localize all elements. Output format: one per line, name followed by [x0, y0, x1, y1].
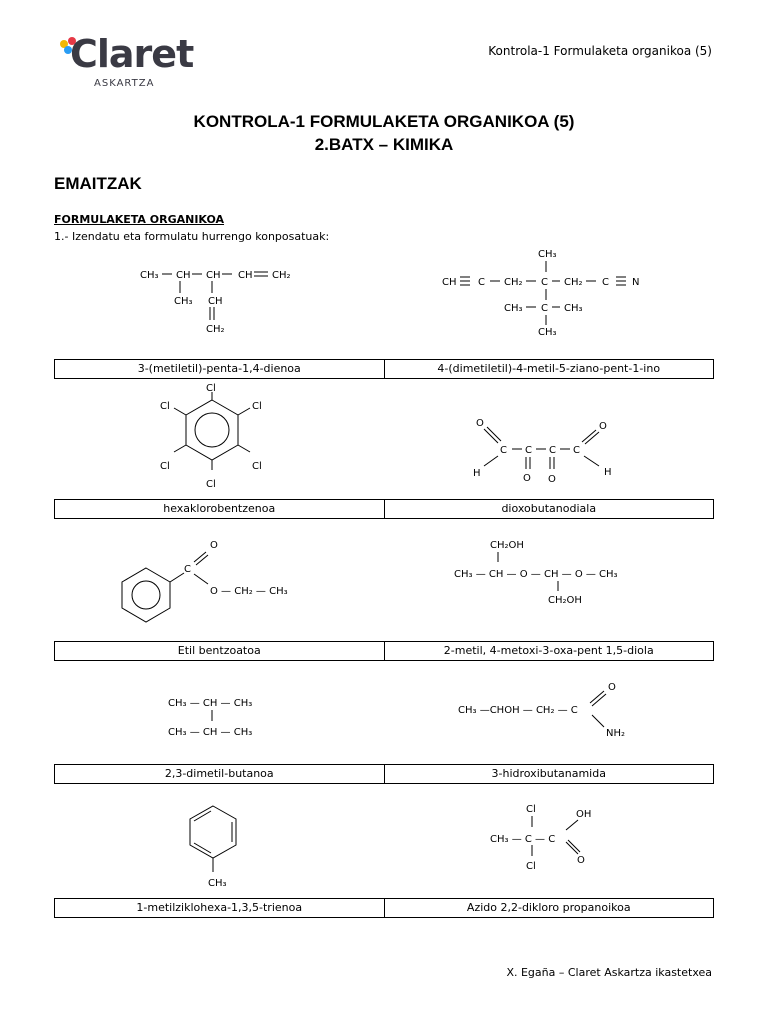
- answer-cell: Etil bentzoatoa: [177, 644, 261, 657]
- svg-text:CH₃: CH₃: [538, 249, 557, 260]
- svg-text:C: C: [541, 303, 548, 314]
- question-text: 1.- Izendatu eta formulatu hurrengo konposatuak:: [54, 230, 330, 243]
- answer-cell: dioxobutanodiala: [384, 500, 714, 518]
- formula-6: [446, 535, 646, 610]
- svg-text:CH₃: CH₃: [174, 296, 193, 307]
- svg-text:CH₃: CH₃: [538, 327, 557, 338]
- svg-text:O: O: [599, 421, 607, 432]
- svg-text:C: C: [541, 277, 548, 288]
- svg-text:CH: CH: [176, 270, 191, 281]
- svg-text:CH₂: CH₂: [504, 277, 523, 288]
- svg-text:Cl: Cl: [160, 401, 170, 412]
- svg-text:Cl: Cl: [160, 461, 170, 472]
- answer-cell: 3-(metiletil)-penta-1,4-dienoa: [137, 362, 301, 375]
- svg-text:O: O: [476, 418, 484, 429]
- formula-7: [160, 693, 280, 743]
- formula-10: [482, 800, 622, 880]
- svg-text:CH₃ — CH — CH₃: CH₃ — CH — CH₃: [168, 698, 253, 709]
- svg-text:C: C: [573, 445, 580, 456]
- claret-logo: [58, 32, 218, 92]
- answer-cell: 2-metil, 4-metoxi-3-oxa-pent 1,5-diola: [384, 642, 714, 660]
- formula-8: [450, 675, 650, 745]
- svg-text:CH: CH: [238, 270, 253, 281]
- formula-3: [150, 378, 270, 493]
- formula-4: [464, 414, 624, 489]
- svg-text:CH: CH: [442, 277, 457, 288]
- answer-cell: 4-(dimetiletil)-4-metil-5-ziano-pent-1-ino: [384, 360, 714, 378]
- svg-text:C: C: [525, 445, 532, 456]
- answer-cell: Azido 2,2-dikloro propanoikoa: [384, 899, 714, 917]
- svg-text:Cl: Cl: [526, 804, 536, 815]
- answer-cell: 3-hidroxibutanamida: [384, 765, 714, 783]
- svg-text:Cl: Cl: [252, 461, 262, 472]
- page-subtitle: 2.BATX – KIMIKA: [314, 135, 454, 154]
- svg-text:O — CH₂ — CH₃: O — CH₂ — CH₃: [210, 586, 288, 597]
- answer-row-1: [54, 359, 714, 379]
- svg-text:N: N: [632, 277, 640, 288]
- answer-row-3: [54, 641, 714, 661]
- svg-text:CH₃: CH₃: [504, 303, 523, 314]
- formula-2: [432, 245, 662, 345]
- svg-text:CH₃: CH₃: [564, 303, 583, 314]
- svg-text:C: C: [500, 445, 507, 456]
- logo-subtext: ASKARTZA: [94, 78, 155, 89]
- svg-text:H: H: [473, 468, 481, 479]
- logo-text: Claret: [70, 32, 194, 76]
- svg-text:C: C: [478, 277, 485, 288]
- svg-text:C: C: [549, 445, 556, 456]
- answer-row-5: [54, 898, 714, 918]
- formula-5: [110, 532, 310, 627]
- svg-text:O: O: [210, 540, 218, 551]
- svg-text:CH₂: CH₂: [206, 324, 225, 335]
- answer-cell: 2,3-dimetil-butanoa: [164, 767, 274, 780]
- footer-text: X. Egaña – Claret Askartza ikastetxea: [506, 966, 712, 979]
- svg-text:CH₂: CH₂: [272, 270, 291, 281]
- answer-row-4: [54, 764, 714, 784]
- svg-text:CH₂OH: CH₂OH: [548, 595, 582, 606]
- formula-1: [130, 258, 310, 338]
- svg-text:CH₃ — CH — CH₃: CH₃ — CH — CH₃: [168, 727, 253, 738]
- svg-text:CH₂: CH₂: [564, 277, 583, 288]
- svg-text:CH₂OH: CH₂OH: [490, 540, 524, 551]
- svg-text:CH₃ — C — C: CH₃ — C — C: [490, 834, 556, 845]
- answer-row-2: [54, 499, 714, 519]
- svg-text:CH₃: CH₃: [140, 270, 159, 281]
- svg-text:H: H: [604, 467, 612, 478]
- svg-text:NH₂: NH₂: [606, 728, 626, 739]
- svg-text:O: O: [577, 855, 585, 866]
- section-heading: EMAITZAK: [54, 174, 142, 193]
- svg-text:Cl: Cl: [252, 401, 262, 412]
- svg-text:Cl: Cl: [206, 383, 216, 394]
- svg-text:Cl: Cl: [206, 479, 216, 490]
- svg-text:O: O: [548, 474, 556, 485]
- svg-text:O: O: [523, 473, 531, 484]
- svg-text:CH₃ —CHOH — CH₂ — C: CH₃ —CHOH — CH₂ — C: [458, 705, 578, 716]
- svg-text:CH: CH: [206, 270, 221, 281]
- page-title: KONTROLA-1 FORMULAKETA ORGANIKOA (5): [193, 112, 575, 131]
- subsection-heading: FORMULAKETA ORGANIKOA: [54, 213, 225, 226]
- svg-text:C: C: [184, 564, 191, 575]
- svg-text:CH₃ — CH — O — CH — O — CH₃: CH₃ — CH — O — CH — O — CH₃: [454, 569, 618, 580]
- formula-9: [180, 800, 260, 895]
- svg-text:Cl: Cl: [526, 861, 536, 872]
- svg-text:CH₃: CH₃: [208, 878, 227, 889]
- svg-text:OH: OH: [576, 809, 592, 820]
- svg-text:CH: CH: [208, 296, 223, 307]
- answer-cell: 1-metilziklohexa-1,3,5-trienoa: [136, 901, 303, 914]
- svg-text:O: O: [608, 682, 616, 693]
- answer-cell: hexaklorobentzenoa: [163, 502, 276, 515]
- svg-text:C: C: [602, 277, 609, 288]
- document-reference: Kontrola-1 Formulaketa organikoa (5): [488, 44, 712, 58]
